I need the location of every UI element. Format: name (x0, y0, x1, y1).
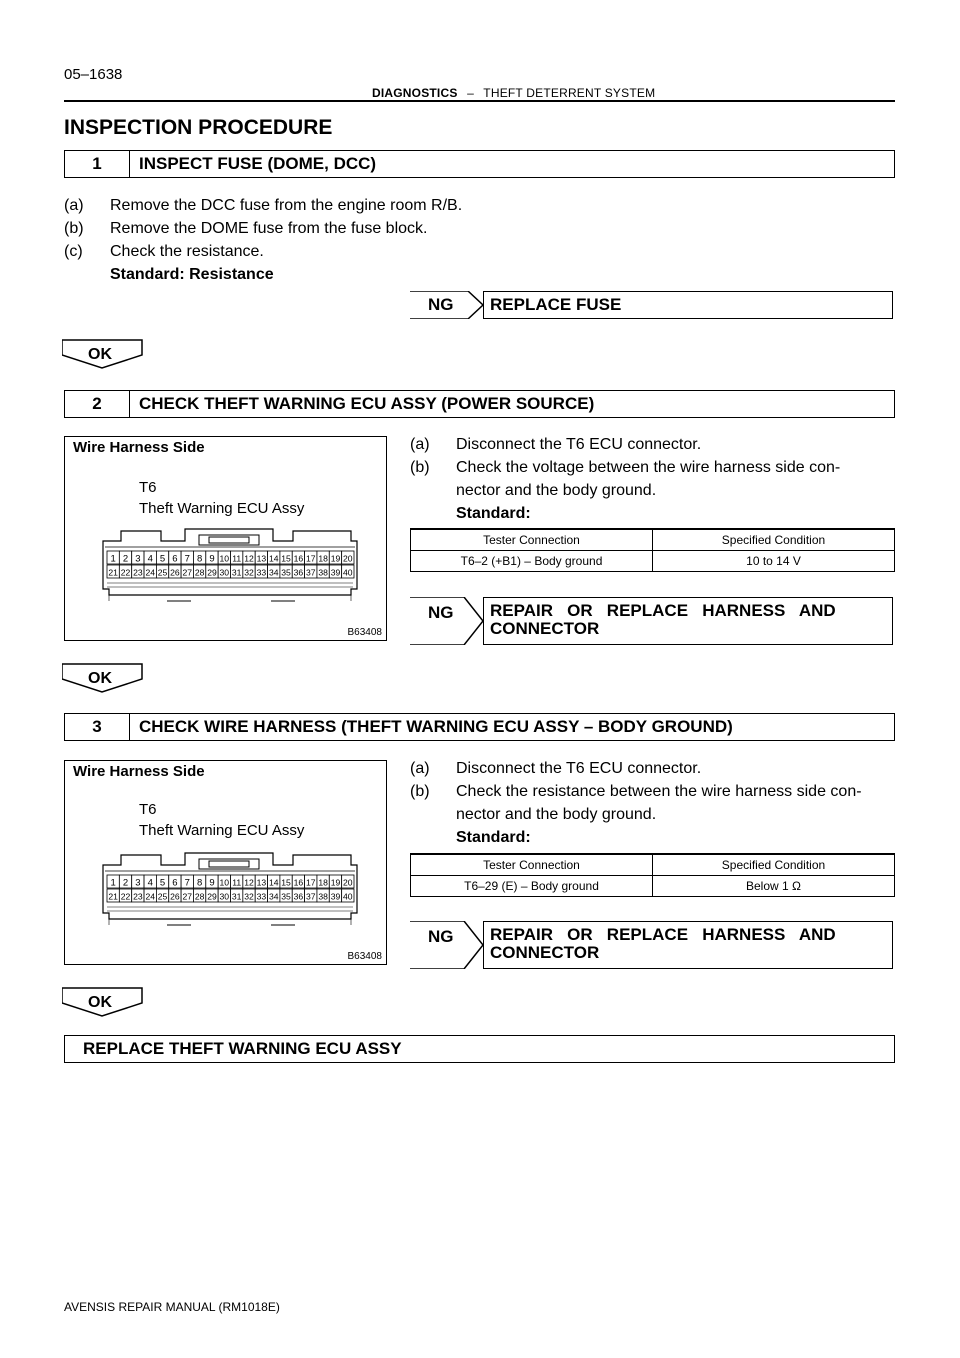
connector-pin-label: 18 (318, 553, 328, 564)
connector-diagram-icon (101, 527, 359, 605)
step-1-standard: Standard: Resistance (110, 266, 274, 283)
connector-pin-label: 37 (305, 891, 316, 902)
running-header (372, 86, 655, 100)
figure-title: Wire Harness Side (73, 439, 205, 456)
connector-pin-label: 7 (184, 553, 190, 565)
connector-pin-label: 20 (343, 553, 353, 564)
connector-pin-label: 31 (231, 567, 242, 578)
connector-pin-label: 39 (330, 567, 341, 578)
connector-pin-label: 34 (268, 891, 279, 902)
step-2-line-a: (a) Disconnect the T6 ECU connector. (410, 436, 702, 453)
connector-pin-label: 2 (122, 877, 129, 889)
ok-label: OK (88, 670, 112, 687)
ng-label: NG (428, 295, 454, 314)
connector-pin-label: 4 (147, 553, 153, 565)
connector-pin-label: 40 (343, 567, 353, 578)
connector-pin-label: 29 (207, 891, 217, 902)
step-2-ok-branch (62, 663, 144, 698)
figure-title: Wire Harness Side (73, 763, 205, 780)
connector-pin-label: 37 (305, 567, 316, 578)
step-2-ng-branch (410, 597, 894, 645)
table-header: Tester Connection (411, 855, 653, 876)
ng-action (483, 921, 893, 969)
connector-pin-label: 39 (330, 891, 341, 902)
connector-pin-label: 22 (120, 891, 131, 902)
connector-pin-label: 31 (231, 891, 242, 902)
connector-pin-label: 23 (133, 567, 143, 578)
page-title: INSPECTION PROCEDURE (64, 116, 333, 139)
connector-pin-label: 28 (194, 891, 205, 902)
connector-pin-label: 5 (159, 553, 166, 565)
connector-pin-label: 20 (343, 877, 353, 888)
connector-pin-label: 3 (135, 553, 141, 565)
connector-pin-label: 9 (209, 553, 215, 565)
connector-pin-label: 33 (256, 891, 267, 902)
page-number: 05–1638 (64, 66, 123, 83)
table-header-row (411, 855, 895, 876)
connector-pin-label: 7 (184, 877, 190, 889)
table-header: Specified Condition (653, 855, 895, 876)
step-2-spec-table (410, 530, 895, 572)
connector-pin-label: 30 (219, 891, 230, 902)
connector-pin-label: 6 (172, 877, 178, 889)
ng-action-line: REPAIR OR REPLACE HARNESS AND (490, 601, 836, 620)
step-3-line-b-cont: nector and the body ground. (456, 806, 657, 823)
table-cell: Below 1 Ω (653, 876, 895, 897)
table-header-row (411, 530, 895, 551)
ng-label: NG (428, 603, 454, 622)
connector-pin-label: 35 (281, 891, 291, 902)
connector-pin-label: 15 (281, 877, 291, 888)
connector-pin-label: 29 (207, 567, 217, 578)
connector-pin-label: 25 (157, 891, 168, 902)
table-row (411, 876, 895, 897)
footer: AVENSIS REPAIR MANUAL (RM1018E) (64, 1300, 280, 1314)
connector-pin-label: 15 (281, 553, 291, 564)
connector-pin-label: 38 (318, 891, 328, 902)
connector-pin-label: 36 (293, 567, 304, 578)
connector-pin-label: 16 (293, 877, 304, 888)
step-1-ok-branch (62, 339, 144, 374)
connector-pin-label: 3 (135, 877, 141, 889)
figure-code: B63408 (347, 951, 382, 962)
connector-pin-label: 26 (170, 567, 180, 578)
connector-pin-label: 11 (232, 553, 242, 564)
step-title: CHECK WIRE HARNESS (THEFT WARNING ECU ASSY – BODY GROUND) (139, 717, 733, 736)
connector-pin-label: 23 (133, 891, 143, 902)
connector-pin-label: 1 (110, 553, 116, 565)
connector-pin-label: 4 (147, 877, 153, 889)
connector-pin-label: 36 (293, 891, 304, 902)
step-2-standard: Standard: (456, 505, 531, 522)
connector-pin-label: 5 (159, 877, 166, 889)
connector-pin-label: 14 (268, 553, 279, 564)
header-separator: – (467, 86, 474, 100)
step-3-header (64, 713, 895, 741)
ng-label: NG (428, 927, 454, 946)
connector-pin-label: 19 (330, 877, 341, 888)
connector-pin-label: 19 (330, 553, 341, 564)
step-1-line-c: (c) Check the resistance. (64, 243, 264, 260)
step-3-connector-figure (64, 760, 387, 965)
step-number: 2 (65, 391, 130, 417)
connector-pin-label: 11 (232, 877, 242, 888)
connector-pin-label: 18 (318, 877, 328, 888)
connector-pin-label: 26 (170, 891, 180, 902)
step-2-line-b-cont: nector and the body ground. (456, 482, 657, 499)
connector-pin-label: 13 (256, 553, 267, 564)
step-title: INSPECT FUSE (DOME, DCC) (139, 154, 377, 173)
table-cell: T6–2 (+B1) – Body ground (411, 551, 653, 572)
step-3-ng-branch (410, 921, 894, 969)
step-2-connector-figure (64, 436, 387, 641)
step-2-line-b: (b) Check the voltage between the wire harness side con- (410, 459, 841, 476)
connector-pin-label: 17 (305, 877, 316, 888)
ng-action-line: CONNECTOR (490, 943, 600, 962)
step-1-header (64, 150, 895, 178)
connector-pin-label: 21 (108, 567, 118, 578)
connector-name: Theft Warning ECU Assy (139, 500, 305, 517)
connector-pin-label: 12 (244, 553, 254, 564)
connector-pin-label: 34 (268, 567, 279, 578)
step-3-line-b: (b) Check the resistance between the wire harness side con- (410, 783, 862, 800)
table-cell: T6–29 (E) – Body ground (411, 876, 653, 897)
step-3-spec-table (410, 855, 895, 897)
step-number: 3 (65, 714, 130, 740)
connector-pin-label: 14 (268, 877, 279, 888)
connector-pin-label: 12 (244, 877, 254, 888)
connector-pin-label: 28 (194, 567, 205, 578)
connector-pin-label: 24 (145, 567, 156, 578)
step-2-header (64, 390, 895, 418)
connector-name: Theft Warning ECU Assy (139, 822, 305, 839)
connector-pin-label: 21 (108, 891, 118, 902)
connector-pin-label: 30 (219, 567, 230, 578)
connector-pin-label: 8 (196, 553, 203, 565)
ng-action: REPLACE FUSE (483, 291, 893, 319)
ok-label: OK (88, 346, 112, 363)
step-1-line-a: (a) Remove the DCC fuse from the engine room R/B. (64, 197, 463, 214)
table-header: Specified Condition (653, 530, 895, 551)
step-3-line-a: (a) Disconnect the T6 ECU connector. (410, 760, 702, 777)
connector-pin-label: 25 (157, 567, 168, 578)
step-1-line-b: (b) Remove the DOME fuse from the fuse block. (64, 220, 428, 237)
connector-pin-label: 40 (343, 891, 353, 902)
table-header: Tester Connection (411, 530, 653, 551)
connector-pin-label: 35 (281, 567, 291, 578)
connector-diagram-icon (101, 851, 359, 929)
connector-pin-label: 27 (182, 891, 193, 902)
connector-pin-label: 17 (305, 553, 316, 564)
connector-pin-label: 6 (172, 553, 178, 565)
step-number: 1 (65, 151, 130, 177)
connector-pin-label: 1 (110, 877, 116, 889)
connector-pin-label: 32 (244, 567, 254, 578)
final-action: REPLACE THEFT WARNING ECU ASSY (83, 1039, 402, 1058)
table-row (411, 551, 895, 572)
connector-pin-label: 27 (182, 567, 193, 578)
connector-pin-label: 8 (196, 877, 203, 889)
connector-pin-label: 10 (219, 877, 230, 888)
connector-pin-label: 32 (244, 891, 254, 902)
connector-pin-label: 2 (122, 553, 129, 565)
ok-label: OK (88, 994, 112, 1011)
header-subsection: THEFT DETERRENT SYSTEM (483, 86, 656, 100)
connector-pin-label: 13 (256, 877, 267, 888)
connector-pin-label: 9 (209, 877, 215, 889)
step-3-ok-branch (62, 987, 144, 1022)
step-3-standard: Standard: (456, 829, 531, 846)
connector-pin-label: 22 (120, 567, 131, 578)
ng-action (483, 597, 893, 645)
header-section: DIAGNOSTICS (372, 86, 458, 100)
header-rule (64, 100, 895, 102)
table-cell: 10 to 14 V (653, 551, 895, 572)
step-1-ng-branch (410, 291, 894, 319)
figure-code: B63408 (347, 627, 382, 638)
connector-id: T6 (139, 479, 157, 496)
connector-pin-label: 16 (293, 553, 304, 564)
connector-pin-label: 33 (256, 567, 267, 578)
connector-pin-label: 10 (219, 553, 230, 564)
connector-pin-label: 38 (318, 567, 328, 578)
connector-id: T6 (139, 801, 157, 818)
step-title: CHECK THEFT WARNING ECU ASSY (POWER SOURCE) (139, 394, 595, 413)
final-action-box (64, 1035, 895, 1063)
ng-action-line: CONNECTOR (490, 619, 600, 638)
ng-action-line: REPAIR OR REPLACE HARNESS AND (490, 925, 836, 944)
connector-pin-label: 24 (145, 891, 156, 902)
